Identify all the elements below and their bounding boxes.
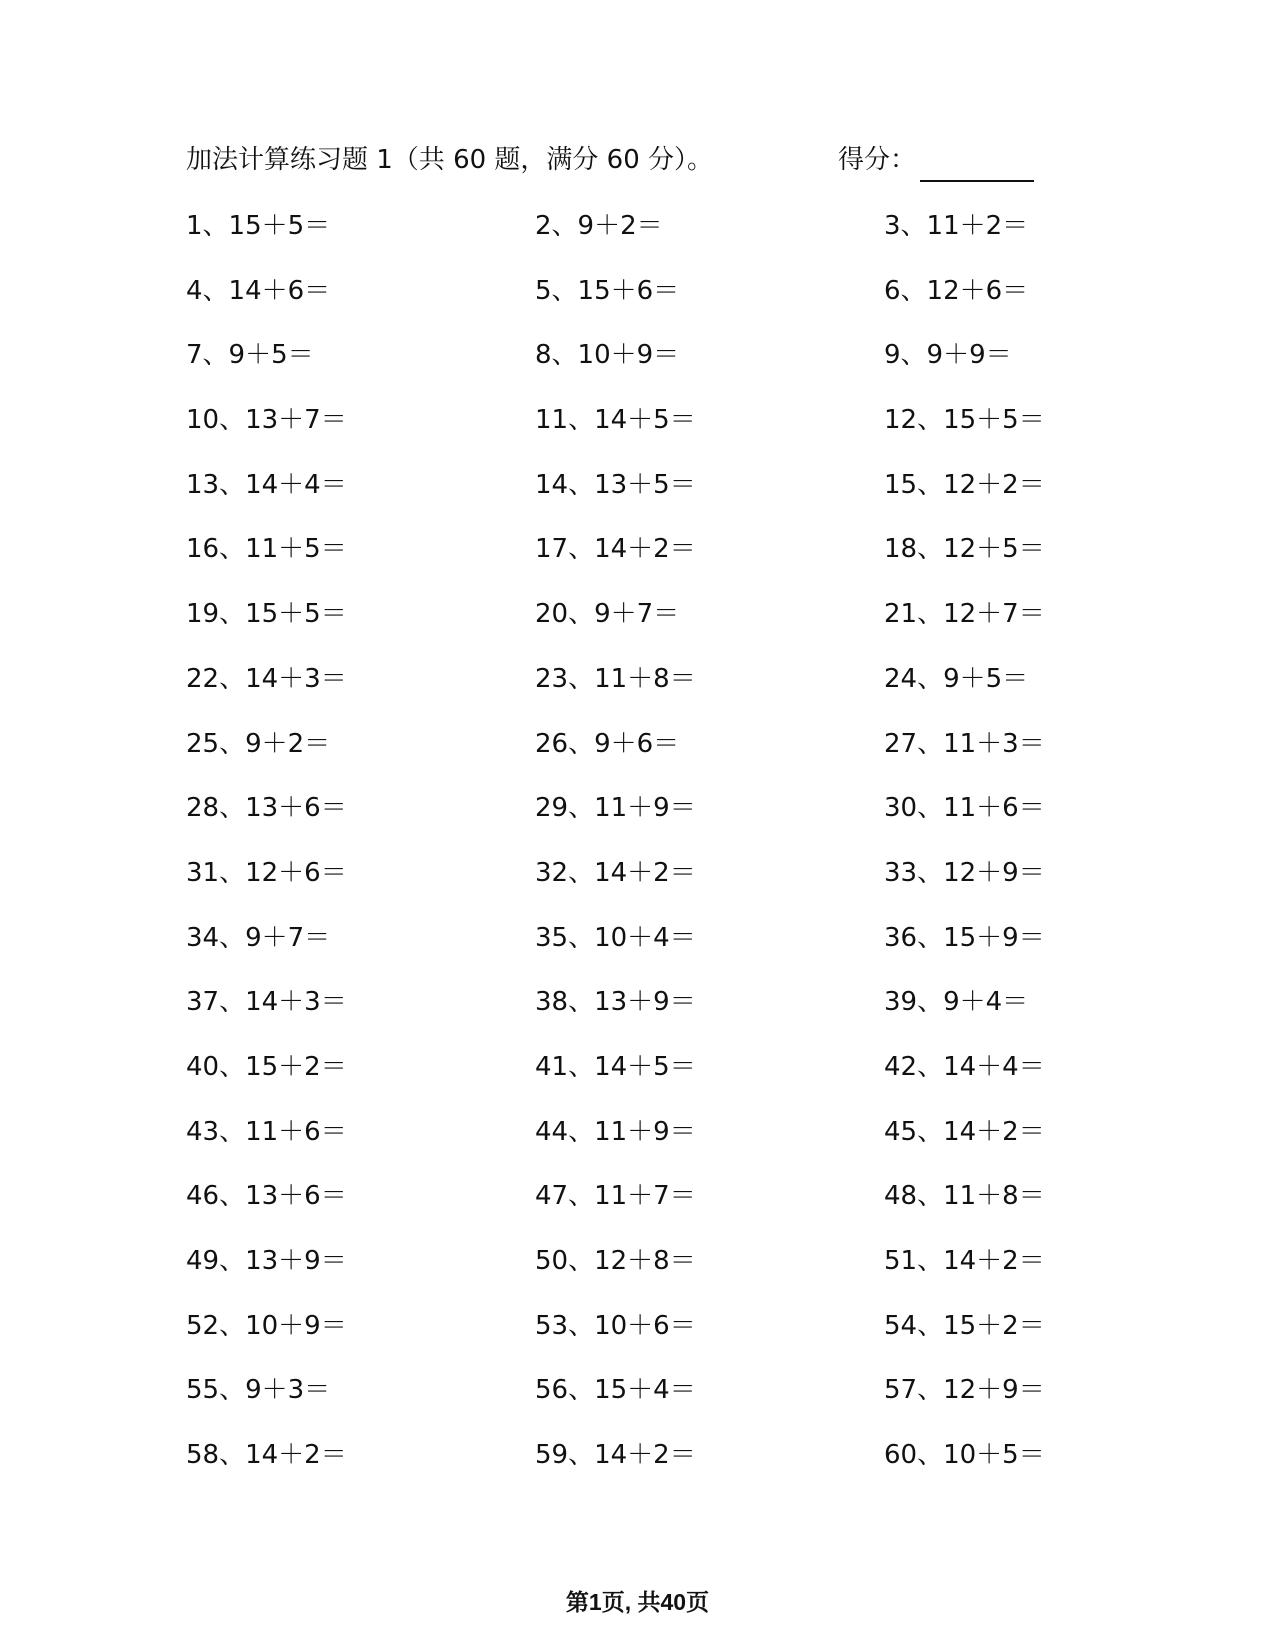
problem-item: 25、9＋2＝ bbox=[186, 728, 331, 759]
problem-item: 60、10＋5＝ bbox=[884, 1440, 1045, 1471]
score-label: 得分： bbox=[838, 145, 917, 175]
problem-item: 31、12＋6＝ bbox=[186, 857, 347, 888]
problem-item: 30、11＋6＝ bbox=[884, 793, 1045, 824]
problem-item: 14、13＋5＝ bbox=[535, 469, 696, 500]
score-field bbox=[838, 138, 1034, 182]
problem-item: 4、14＋6＝ bbox=[186, 275, 331, 306]
problem-item: 50、12＋8＝ bbox=[535, 1246, 696, 1276]
problem-item: 35、10＋4＝ bbox=[535, 922, 696, 953]
problem-item: 16、11＋5＝ bbox=[186, 534, 347, 565]
problem-item: 48、11＋8＝ bbox=[884, 1181, 1045, 1212]
problem-item: 37、14＋3＝ bbox=[186, 987, 347, 1018]
problem-item: 38、13＋9＝ bbox=[535, 987, 696, 1018]
problem-item: 33、12＋9＝ bbox=[884, 857, 1045, 888]
problem-item: 9、9＋9＝ bbox=[884, 340, 1012, 371]
problem-item: 29、11＋9＝ bbox=[535, 793, 696, 824]
problem-item: 45、14＋2＝ bbox=[884, 1116, 1045, 1147]
score-blank-line bbox=[920, 150, 1034, 182]
problem-item: 44、11＋9＝ bbox=[535, 1116, 696, 1147]
problem-item: 39、9＋4＝ bbox=[884, 987, 1029, 1018]
problem-item: 27、11＋3＝ bbox=[884, 728, 1045, 759]
problem-item: 55、9＋3＝ bbox=[186, 1375, 331, 1406]
problem-item: 59、14＋2＝ bbox=[535, 1440, 696, 1471]
problem-item: 17、14＋2＝ bbox=[535, 534, 696, 565]
problem-item: 10、13＋7＝ bbox=[186, 405, 347, 436]
problem-item: 47、11＋7＝ bbox=[535, 1181, 696, 1212]
problem-item: 54、15＋2＝ bbox=[884, 1310, 1045, 1341]
problem-item: 3、11＋2＝ bbox=[884, 211, 1029, 241]
problem-item: 57、12＋9＝ bbox=[884, 1375, 1045, 1406]
worksheet-header bbox=[186, 138, 1046, 182]
problem-item: 46、13＋6＝ bbox=[186, 1181, 347, 1212]
problem-item: 19、15＋5＝ bbox=[186, 599, 347, 630]
problem-item: 1、15＋5＝ bbox=[186, 211, 331, 241]
problem-item: 51、14＋2＝ bbox=[884, 1246, 1045, 1276]
problem-item: 28、13＋6＝ bbox=[186, 793, 347, 824]
problem-item: 53、10＋6＝ bbox=[535, 1310, 696, 1341]
problem-item: 32、14＋2＝ bbox=[535, 857, 696, 888]
problem-item: 15、12＋2＝ bbox=[884, 469, 1045, 500]
problem-item: 52、10＋9＝ bbox=[186, 1310, 347, 1341]
problem-item: 40、15＋2＝ bbox=[186, 1051, 347, 1082]
problem-item: 41、14＋5＝ bbox=[535, 1051, 696, 1082]
problem-item: 13、14＋4＝ bbox=[186, 469, 347, 500]
problem-item: 11、14＋5＝ bbox=[535, 405, 696, 436]
problem-item: 58、14＋2＝ bbox=[186, 1440, 347, 1471]
problem-item: 42、14＋4＝ bbox=[884, 1051, 1045, 1082]
problem-item: 22、14＋3＝ bbox=[186, 663, 347, 694]
problem-item: 36、15＋9＝ bbox=[884, 922, 1045, 953]
problem-item: 8、10＋9＝ bbox=[535, 340, 680, 371]
problem-item: 2、9＋2＝ bbox=[535, 211, 663, 241]
page-title: 加法计算练习题 1（共 60 题，满分 60 分）。 bbox=[186, 145, 714, 175]
problem-item: 26、9＋6＝ bbox=[535, 728, 680, 759]
problem-item: 43、11＋6＝ bbox=[186, 1116, 347, 1147]
problem-item: 49、13＋9＝ bbox=[186, 1246, 347, 1276]
problem-item: 5、15＋6＝ bbox=[535, 275, 680, 306]
problem-item: 20、9＋7＝ bbox=[535, 599, 680, 630]
problem-item: 56、15＋4＝ bbox=[535, 1375, 696, 1406]
problem-item: 21、12＋7＝ bbox=[884, 599, 1045, 630]
problem-item: 18、12＋5＝ bbox=[884, 534, 1045, 565]
problem-item: 24、9＋5＝ bbox=[884, 663, 1029, 694]
problem-item: 34、9＋7＝ bbox=[186, 922, 331, 953]
problem-item: 12、15＋5＝ bbox=[884, 405, 1045, 436]
problem-item: 23、11＋8＝ bbox=[535, 663, 696, 694]
problem-grid bbox=[186, 206, 1086, 1500]
problem-item: 7、9＋5＝ bbox=[186, 340, 314, 371]
page-number: 第1页, 共40页 bbox=[565, 1589, 710, 1615]
problem-item: 6、12＋6＝ bbox=[884, 275, 1029, 306]
